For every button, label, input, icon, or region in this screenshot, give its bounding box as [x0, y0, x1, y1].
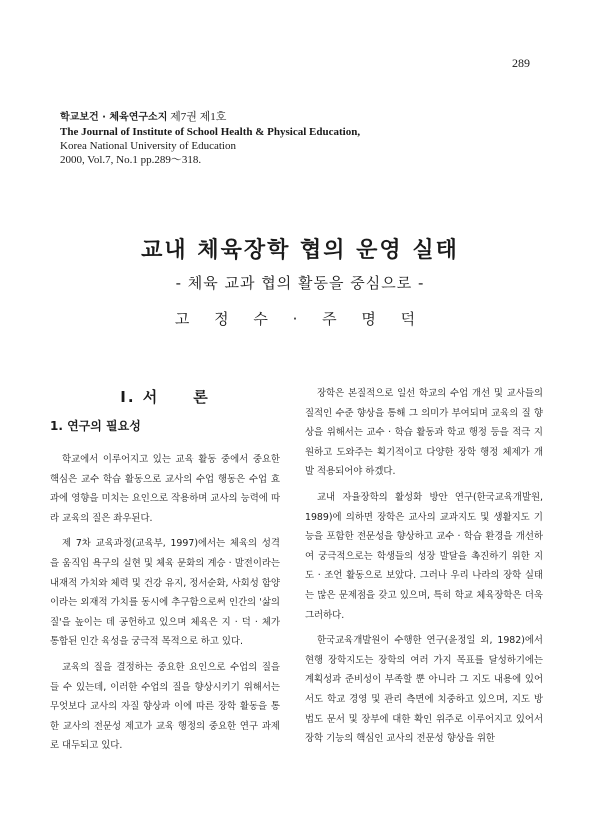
left-column [50, 384, 280, 762]
journal-university: Korea National University of Education [60, 140, 236, 152]
journal-header [60, 110, 540, 167]
journal-volume-ko: 제7권 제1호 [170, 111, 227, 123]
authors: 고 정 수 · 주 명 덕 [174, 310, 426, 328]
journal-citation: 2000, Vol.7, No.1 pp.289～318. [60, 154, 202, 166]
paper-title: 교내 체육장학 협의 운영 실태 [141, 238, 459, 263]
right-column [305, 384, 543, 755]
journal-korean-name: 학교보건 · 체육연구소지 [60, 112, 168, 123]
body-paragraph: 제 7차 교육과정(교육부, 1997)에서는 체육의 성격을 움직임 욕구의 실현 및 체육 문화의 계승 · 발전이라는 내재적 가치와 체력 및 건강 유지, 정서순화, 사회성 함양이라는 외재적 가치를 동시에 추구함으로써 인간의 '삶의 질'을 높이는 데 공헌하고 있으며 체육은 지 · 덕 · 체가 통합된 인간 육성을 궁극적 목적으로 하고 있다. [50, 538, 280, 648]
subsection-heading: 1. 연구의 필요성 [50, 419, 141, 433]
section-heading: I. 서 론 [120, 388, 210, 406]
body-paragraph: 한국교육개발원이 수행한 연구(윤정일 외, 1982)에서 현행 장학지도는 장학의 여러 가지 목표를 달성하기에는 계획성과 준비성이 부족할 뿐 아니라 그 지도 내용에 있어서도 학교 경영 및 관리 측면에 치중하고 있으며, 지도 방법도 문서 및 장부에 대한 확인 위주로 이루어지고 있어서 장학 기능의 핵심인 교사의 전문성 향상을 위한 [305, 635, 543, 745]
body-paragraph: 교내 자율장학의 활성화 방안 연구(한국교육개발원, 1989)에 의하면 장학은 교사의 교과지도 및 생활지도 기능을 포함한 전문성을 향상하고 교수 · 학습 환경을 개선하여 궁극적으로는 학생들의 성장 발달을 촉진하기 위한 지도 · 조언 활동으로 보았다. 그러나 우리 나라의 장학 실태는 많은 문제점을 갖고 있으며, 특히 학교 체육장학은 더욱 그러하다. [305, 491, 543, 621]
body-paragraph: 장학은 본질적으로 일선 학교의 수업 개선 및 교사들의 질적인 수준 향상을 통해 그 의미가 부여되며 교육의 질 향상을 위해서는 교수 · 학습 활동과 학교 행정 등을 적극 지원하고 도와주는 획기적이고 다양한 장학 행정 체제가 개발 적용되어야 하겠다. [305, 388, 543, 478]
body-paragraph: 학교에서 이루어지고 있는 교육 활동 중에서 중요한 핵심은 교수 학습 활동으로 교사의 수업 행동은 수업 효과에 영향을 미치는 요인으로 작용하며 교사의 능력에 따라 교육의 질은 좌우된다. [50, 454, 280, 524]
page-number: 289 [512, 56, 530, 70]
journal-korean-line [60, 110, 540, 125]
paper-subtitle: - 체육 교과 협의 활동을 중심으로 - [175, 274, 425, 292]
title-block [0, 233, 600, 293]
journal-english-name: The Journal of Institute of School Health & Physical Education, [60, 126, 361, 138]
body-paragraph: 교육의 질을 결정하는 중요한 요인으로 수업의 질을 들 수 있는데, 이러한 수업의 질을 향상시키기 위해서는 무엇보다 교사의 자질 향상과 이에 따른 장학 활동을 통한 교사의 전문성 제고가 교육 행정의 중요한 연구 과제로 대두되고 있다. [50, 661, 280, 752]
